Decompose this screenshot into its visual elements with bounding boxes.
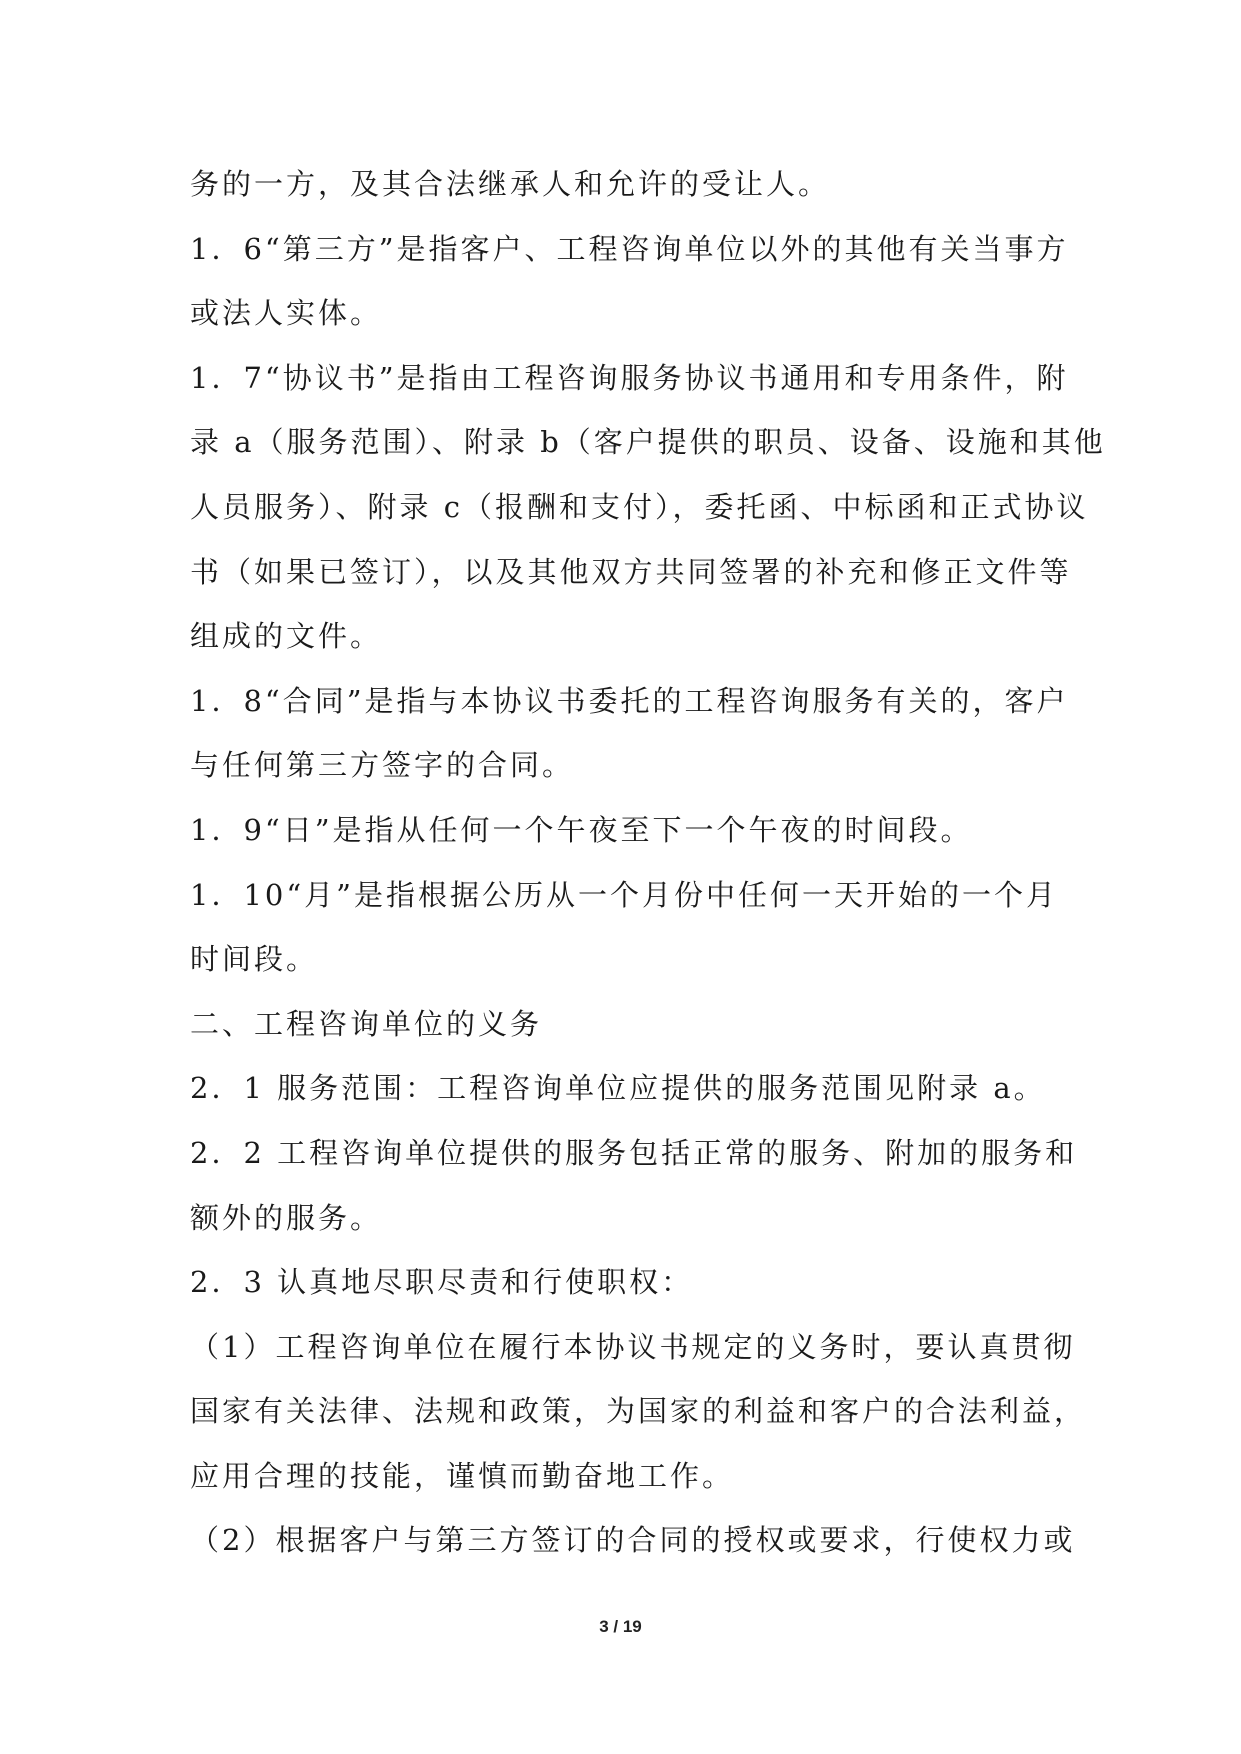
text-line: 2．3 认真地尽职尽责和行使职权： <box>190 1265 694 1300</box>
text-line: 1．7“协议书”是指由工程咨询服务协议书通用和专用条件，附 <box>190 360 1069 395</box>
text-line: 或法人实体。 <box>190 296 383 331</box>
page-number: 3 / 19 <box>599 1617 642 1636</box>
text-line: 时间段。 <box>190 942 319 977</box>
body-text <box>190 152 1106 1573</box>
text-line: 2．1 服务范围：工程咨询单位应提供的服务范围见附录 a。 <box>190 1071 1046 1106</box>
text-line: 务的一方，及其合法继承人和允许的受让人。 <box>190 167 831 201</box>
text-line: 应用合理的技能，谨慎而勤奋地工作。 <box>190 1458 735 1493</box>
text-line: 与任何第三方签字的合同。 <box>190 748 575 783</box>
text-line: （2）根据客户与第三方签订的合同的授权或要求，行使权力或 <box>190 1523 1076 1558</box>
text-line: 书（如果已签订），以及其他双方共同签署的补充和修正文件等 <box>190 554 1072 589</box>
text-line: 1．8“合同”是指与本协议书委托的工程咨询服务有关的，客户 <box>190 683 1069 718</box>
text-line: 1．6“第三方”是指客户、工程咨询单位以外的其他有关当事方 <box>190 231 1069 266</box>
text-line: （1）工程咨询单位在履行本协议书规定的义务时，要认真贯彻 <box>190 1329 1076 1364</box>
text-line: 2．2 工程咨询单位提供的服务包括正常的服务、附加的服务和 <box>190 1135 1078 1170</box>
text-line: 国家有关法律、法规和政策，为国家的利益和客户的合法利益， <box>190 1394 1087 1429</box>
text-line: 1．9“日”是指从任何一个午夜至下一个午夜的时间段。 <box>190 812 973 847</box>
section-heading: 二、工程咨询单位的义务 <box>190 1006 543 1041</box>
text-line: 1．10“月”是指根据公历从一个月份中任何一天开始的一个月 <box>190 877 1059 912</box>
text-line: 录 a（服务范围）、附录 b（客户提供的职员、设备、设施和其他 <box>190 425 1106 460</box>
text-line: 组成的文件。 <box>190 619 383 654</box>
text-line: 人员服务）、附录 c（报酬和支付），委托函、中标函和正式协议 <box>190 489 1089 524</box>
text-line: 额外的服务。 <box>190 1200 383 1235</box>
